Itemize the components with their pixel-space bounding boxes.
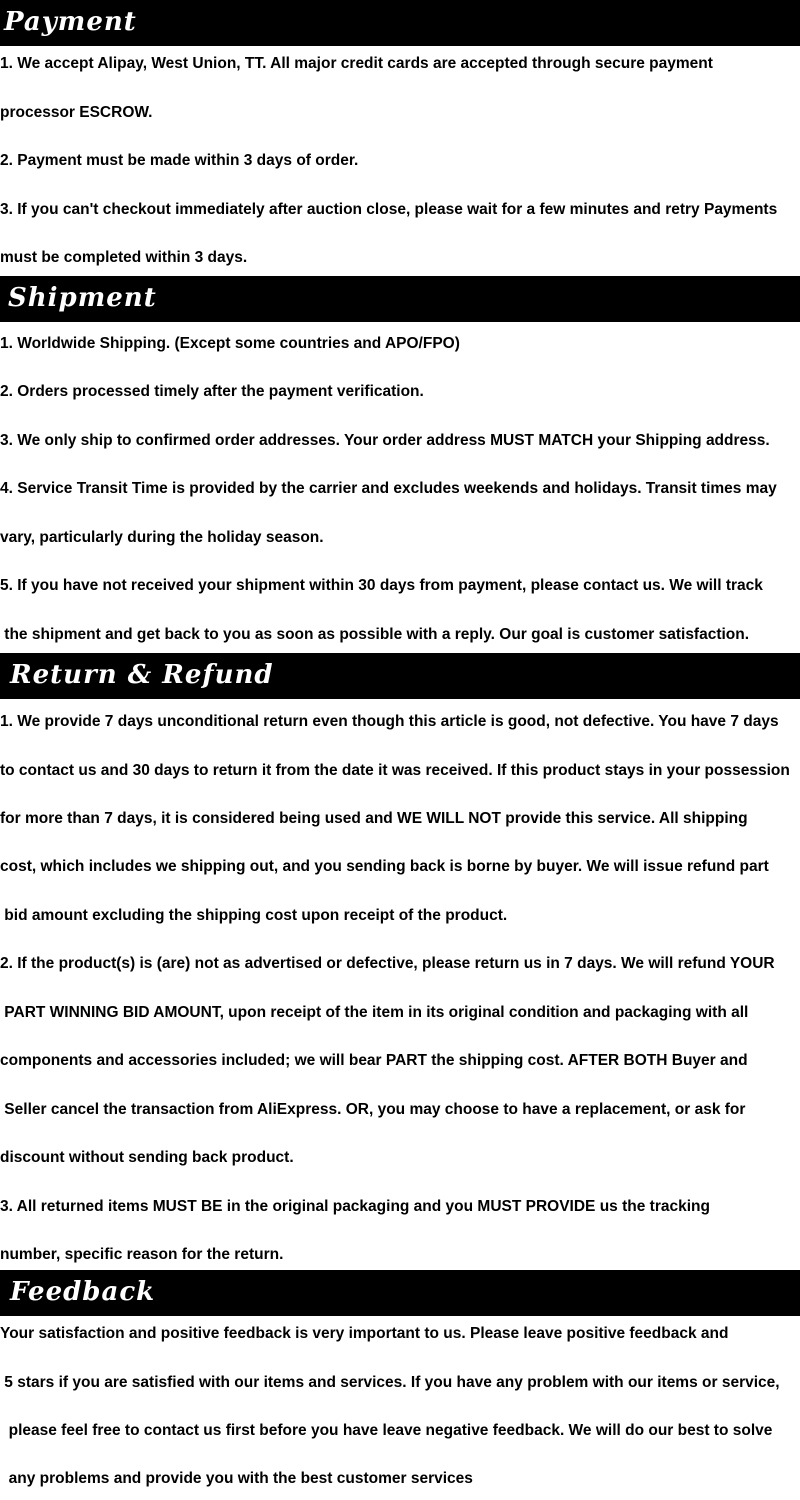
feedback-line: any problems and provide you with the best customer services bbox=[0, 1470, 473, 1487]
return-refund-line: PART WINNING BID AMOUNT, upon receipt of the item in its original condition and packaging with all bbox=[0, 1004, 749, 1021]
payment-line: 3. If you can't checkout immediately after auction close, please wait for a few minutes and retry Payments bbox=[0, 201, 778, 218]
shipment-title: Shipment bbox=[8, 283, 157, 313]
shipment-line: 3. We only ship to confirmed order addresses. Your order address MUST MATCH your Shipping address. bbox=[0, 432, 770, 449]
shipment-line: 2. Orders processed timely after the payment verification. bbox=[0, 383, 424, 400]
return-refund-line: Seller cancel the transaction from AliExpress. OR, you may choose to have a replacement, or ask for bbox=[0, 1101, 746, 1118]
payment-line: must be completed within 3 days. bbox=[0, 249, 248, 266]
return-refund-line: components and accessories included; we will bear PART the shipping cost. AFTER BOTH Buyer and bbox=[0, 1052, 748, 1069]
return-refund-line: discount without sending back product. bbox=[0, 1149, 294, 1166]
shipment-line: 4. Service Transit Time is provided by the carrier and excludes weekends and holidays. Transit times may bbox=[0, 480, 777, 497]
return-refund-title: Return & Refund bbox=[10, 660, 274, 690]
return-refund-line: number, specific reason for the return. bbox=[0, 1246, 284, 1263]
return-refund-line: for more than 7 days, it is considered being used and WE WILL NOT provide this service. All shipping bbox=[0, 810, 748, 827]
payment-line: processor ESCROW. bbox=[0, 104, 153, 121]
return-refund-line: 3. All returned items MUST BE in the original packaging and you MUST PROVIDE us the tracking bbox=[0, 1198, 710, 1215]
return-refund-line: to contact us and 30 days to return it from the date it was received. If this product stays in your possession bbox=[0, 762, 790, 779]
feedback-title: Feedback bbox=[10, 1277, 156, 1307]
payment-line: 2. Payment must be made within 3 days of order. bbox=[0, 152, 359, 169]
feedback-header bbox=[0, 1270, 800, 1316]
shipment-line: 1. Worldwide Shipping. (Except some countries and APO/FPO) bbox=[0, 335, 460, 352]
feedback-line: please feel free to contact us first before you have leave negative feedback. We will do our best to solve bbox=[0, 1422, 773, 1439]
payment-header bbox=[0, 0, 800, 46]
return-refund-header bbox=[0, 653, 800, 699]
shipment-line: vary, particularly during the holiday season. bbox=[0, 529, 324, 546]
return-refund-line: bid amount excluding the shipping cost upon receipt of the product. bbox=[0, 907, 508, 924]
payment-title: Payment bbox=[4, 7, 137, 37]
feedback-line: 5 stars if you are satisfied with our items and services. If you have any problem with our items or service, bbox=[0, 1374, 780, 1391]
shipment-header bbox=[0, 276, 800, 322]
shipment-line: 5. If you have not received your shipment within 30 days from payment, please contact us. We will track bbox=[0, 577, 763, 594]
return-refund-line: 1. We provide 7 days unconditional return even though this article is good, not defective. You have 7 days bbox=[0, 713, 779, 730]
feedback-line: Your satisfaction and positive feedback is very important to us. Please leave positive feedback and bbox=[0, 1325, 729, 1342]
payment-line: 1. We accept Alipay, West Union, TT. All major credit cards are accepted through secure payment bbox=[0, 55, 713, 72]
shipment-line: the shipment and get back to you as soon as possible with a reply. Our goal is customer satisfaction. bbox=[0, 626, 750, 643]
return-refund-line: cost, which includes we shipping out, and you sending back is borne by buyer. We will issue refund part bbox=[0, 858, 769, 875]
return-refund-line: 2. If the product(s) is (are) not as advertised or defective, please return us in 7 days. We will refund YOUR bbox=[0, 955, 775, 972]
